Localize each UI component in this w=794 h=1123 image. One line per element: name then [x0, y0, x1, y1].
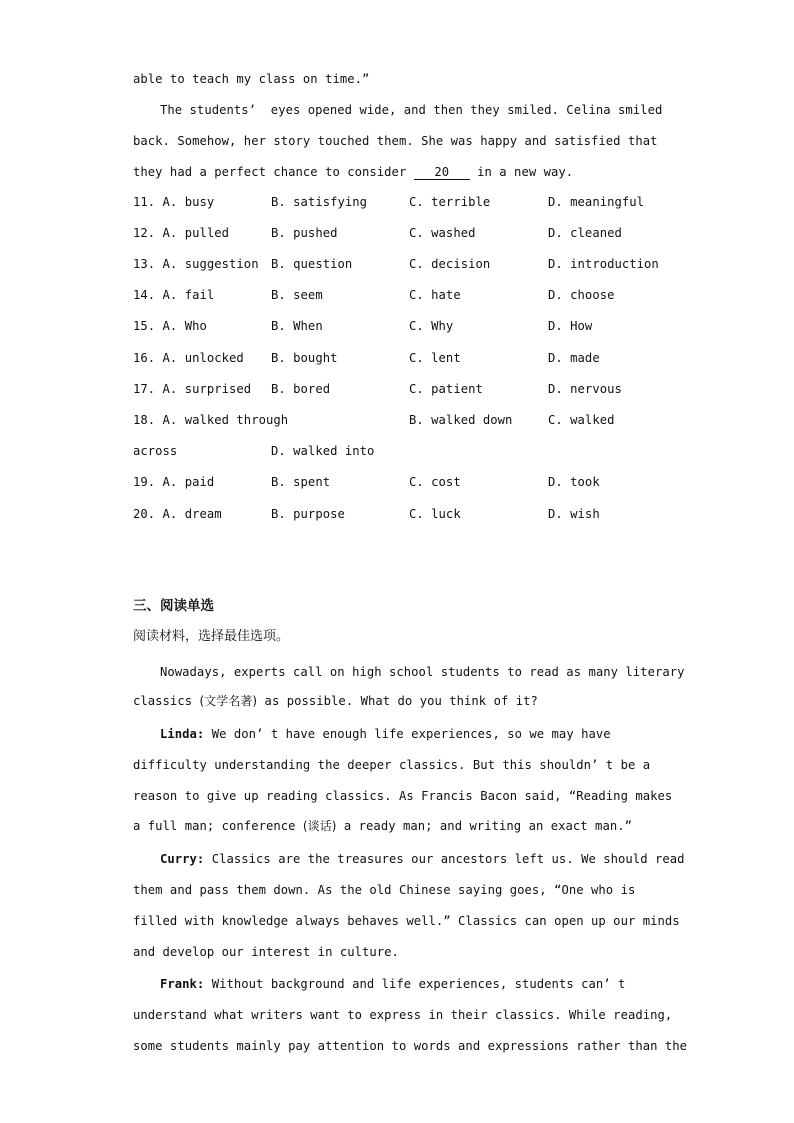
option-b: B. When — [271, 319, 323, 333]
speaker-linda: Linda: — [160, 727, 205, 741]
option-d: D. wish — [548, 507, 600, 521]
option-d: D. meaningful — [548, 195, 645, 209]
passage-line: able to teach my class on time.” — [133, 72, 370, 86]
option-b: B. satisfying — [271, 195, 368, 209]
reading-text: classics — [133, 694, 200, 708]
reading-line — [133, 818, 632, 834]
option-a: 12. A. pulled — [133, 226, 230, 240]
question-19 — [133, 474, 673, 490]
question-18 — [133, 412, 673, 428]
option-a: 13. A. suggestion — [133, 257, 259, 271]
option-d: D. made — [548, 351, 600, 365]
option-c: C. washed — [409, 226, 476, 240]
reading-text: Without background and life experiences, students can’ t — [204, 977, 626, 991]
question-18-continued — [133, 443, 673, 459]
question-14 — [133, 287, 673, 303]
option-b: B. pushed — [271, 226, 338, 240]
option-d: D. took — [548, 475, 600, 489]
option-b: B. purpose — [271, 507, 345, 521]
option-d: D. choose — [548, 288, 615, 302]
option-c: C. decision — [409, 257, 491, 271]
option-d: D. cleaned — [548, 226, 622, 240]
passage-text: in a new way. — [469, 165, 574, 179]
option-d: D. introduction — [548, 257, 659, 271]
option-a: 20. A. dream — [133, 507, 222, 521]
passage-line: back. Somehow, her story touched them. She was happy and satisfied that — [133, 134, 658, 148]
reading-line: them and pass them down. As the old Chinese saying goes, “One who is — [133, 883, 636, 897]
option-a: 16. A. unlocked — [133, 351, 244, 365]
reading-line: filled with knowledge always behaves well.” Classics can open up our minds — [133, 914, 680, 928]
reading-text: a ready man; and writing an exact man.” — [336, 819, 632, 833]
reading-line: understand what writers want to express in their classics. While reading, — [133, 1008, 673, 1022]
reading-line — [133, 693, 538, 709]
question-15 — [133, 318, 673, 334]
option-a: 11. A. busy — [133, 195, 215, 209]
option-c: C. Why — [409, 319, 454, 333]
reading-text: as possible. What do you think of it? — [257, 694, 538, 708]
reading-text: a full man; conference — [133, 819, 303, 833]
reading-text: Classics are the treasures our ancestors left us. We should read — [204, 852, 685, 866]
option-d: D. walked into — [271, 444, 375, 458]
question-12 — [133, 225, 673, 241]
reading-line: Nowadays, experts call on high school students to read as many literary — [160, 665, 685, 679]
option-c: C. patient — [409, 382, 483, 396]
option-c: C. hate — [409, 288, 461, 302]
reading-text: We don’ t have enough life experiences, so we may have — [204, 727, 611, 741]
chinese-gloss: (文学名著) — [199, 694, 258, 708]
option-b: B. spent — [271, 475, 331, 489]
reading-line — [160, 726, 611, 742]
option-d: D. How — [548, 319, 593, 333]
option-b: B. walked down — [409, 413, 513, 427]
reading-line: difficulty understanding the deeper classics. But this shouldn’ t be a — [133, 758, 651, 772]
passage-line — [133, 164, 573, 180]
passage-line: The students’ eyes opened wide, and then they smiled. Celina smiled — [160, 103, 663, 117]
option-c: C. luck — [409, 507, 461, 521]
reading-line — [160, 851, 685, 867]
question-16 — [133, 350, 673, 366]
option-a: 14. A. fail — [133, 288, 215, 302]
option-c: C. lent — [409, 351, 461, 365]
option-c: C. walked — [548, 413, 615, 427]
reading-line: some students mainly pay attention to words and expressions rather than the — [133, 1039, 688, 1053]
chinese-gloss: (谈话) — [302, 819, 337, 833]
passage-text: they had a perfect chance to consider — [133, 165, 414, 179]
option-a: 17. A. surprised — [133, 382, 252, 396]
question-11 — [133, 194, 673, 210]
speaker-curry: Curry: — [160, 852, 205, 866]
option-c: C. terrible — [409, 195, 491, 209]
option-b: B. seem — [271, 288, 323, 302]
option-b: B. bored — [271, 382, 331, 396]
section-instruction: 阅读材料，选择最佳选项。 — [133, 629, 290, 644]
reading-line: reason to give up reading classics. As Francis Bacon said, “Reading makes — [133, 789, 673, 803]
option-c: C. cost — [409, 475, 461, 489]
option-d: D. nervous — [548, 382, 622, 396]
option-a: 19. A. paid — [133, 475, 215, 489]
option-c-continued: across — [133, 444, 178, 458]
option-b: B. question — [271, 257, 353, 271]
speaker-frank: Frank: — [160, 977, 205, 991]
option-a: 18. A. walked through — [133, 413, 289, 427]
section-heading: 三、阅读单选 — [133, 598, 214, 614]
question-13 — [133, 256, 673, 272]
reading-line — [160, 976, 625, 992]
reading-line: and develop our interest in culture. — [133, 945, 399, 959]
question-17 — [133, 381, 673, 397]
question-20 — [133, 506, 673, 522]
option-a: 15. A. Who — [133, 319, 207, 333]
option-b: B. bought — [271, 351, 338, 365]
blank-20: 20 — [414, 166, 470, 180]
